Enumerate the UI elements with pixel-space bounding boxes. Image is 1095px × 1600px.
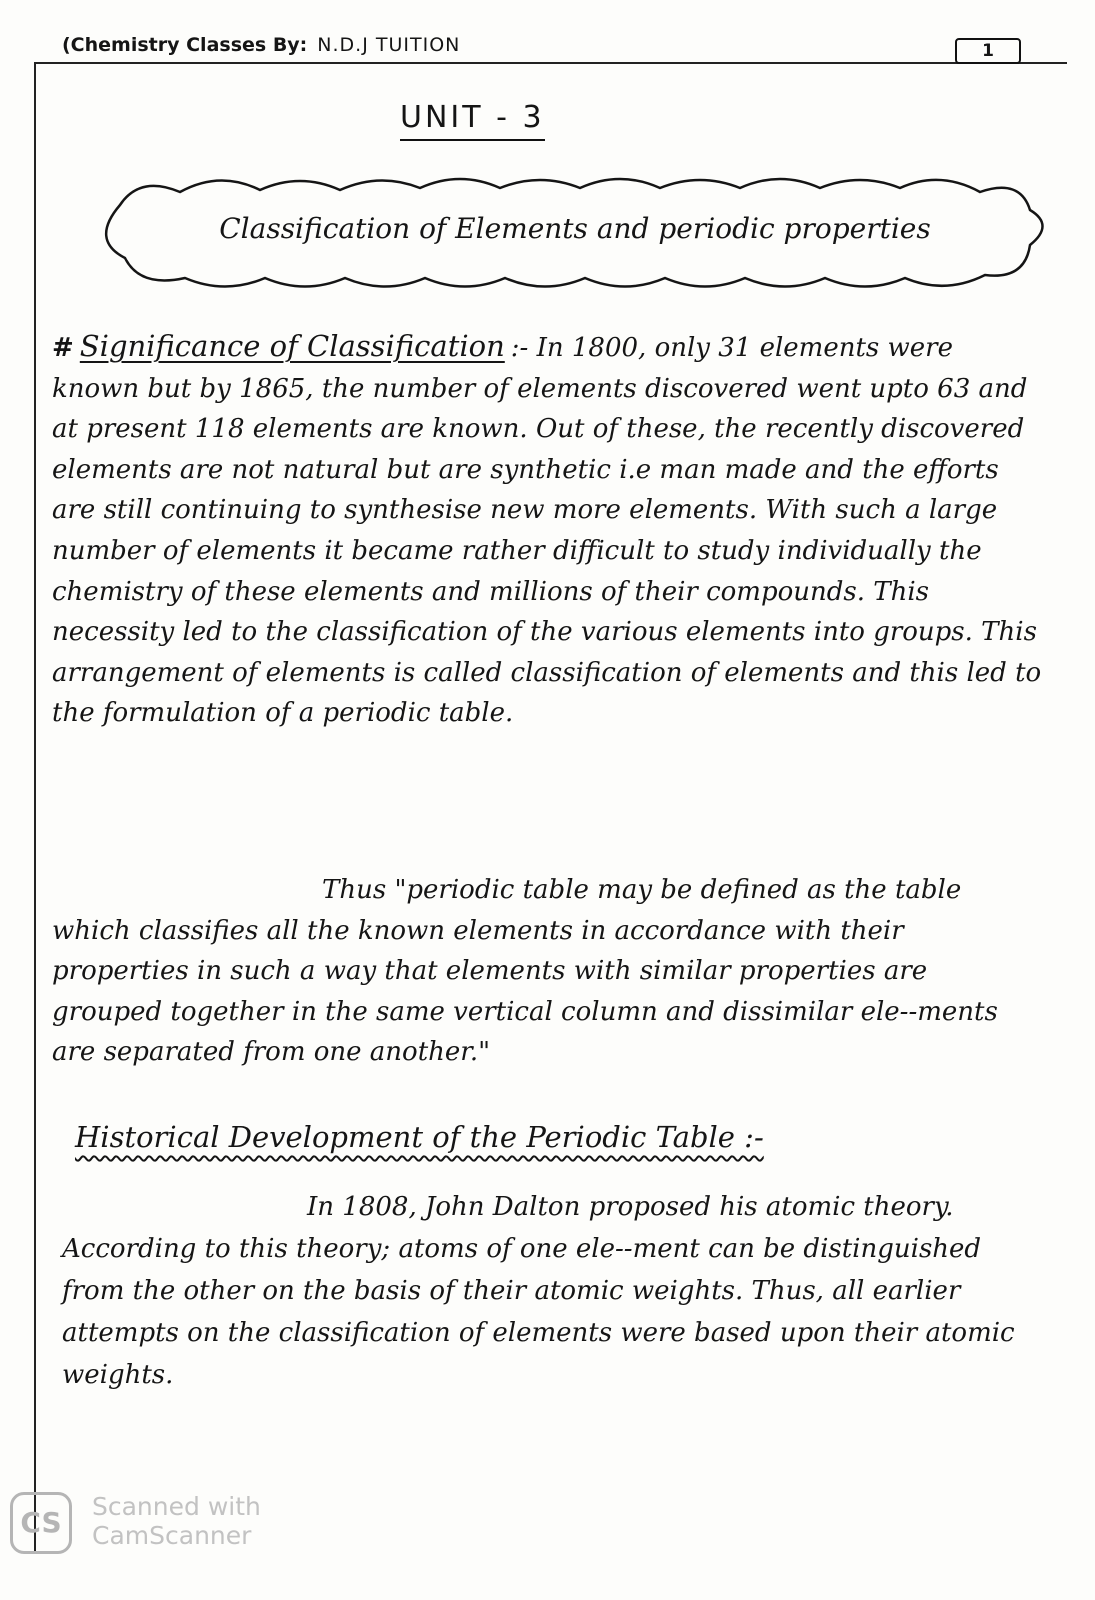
watermark-line1: Scanned with bbox=[92, 1492, 261, 1521]
definition-paragraph: Thus "periodic table may be defined as the table which classifies all the known elements in accordance with their properties in such a way that elements with similar properties are grouped together in the same vertical column and dissimilar ele--ments are separated from one another." bbox=[52, 875, 998, 1068]
significance-heading: Significance of Classification bbox=[79, 329, 505, 363]
watermark-text bbox=[92, 1492, 312, 1550]
significance-paragraph bbox=[52, 326, 1042, 734]
significance-text: :- In 1800, only 31 elements were known but by 1865, the number of elements discovered went upto 63 and at present 118 elements are known. Out of these, the recently discovered elements are not natural but are synthetic i.e man made and the efforts are still continuing to synthesise new more elements. With such a large number of elements it became rather difficult to study individually the chemistry of these elements and millions of their compounds. This necessity led to the classification of the various elements into groups. This arrangement of elements is called classification of elements and this led to the formulation of a periodic table. bbox=[52, 333, 1042, 729]
camscanner-logo-icon: CS bbox=[10, 1492, 72, 1554]
watermark-line2: CamScanner bbox=[92, 1521, 252, 1550]
page-header bbox=[62, 34, 460, 56]
header-classes-by: (Chemistry Classes By: bbox=[62, 34, 308, 56]
unit-title: UNIT - 3 bbox=[400, 100, 545, 141]
historical-paragraph: In 1808, John Dalton proposed his atomic theory. According to this theory; atoms of one ele--ment can be distinguished from the other on the basis of their atomic weights. Thus, all earlier attempts on the classification of elements were based upon their atomic weights. bbox=[62, 1192, 1015, 1390]
chapter-title: Classification of Elements and periodic properties bbox=[219, 212, 931, 245]
page-number: 1 bbox=[955, 38, 1021, 64]
heading-hash: # bbox=[52, 333, 74, 363]
historical-heading: Historical Development of the Periodic Table :- bbox=[75, 1120, 764, 1154]
header-tuition: N.D.J TUITION bbox=[317, 34, 461, 56]
